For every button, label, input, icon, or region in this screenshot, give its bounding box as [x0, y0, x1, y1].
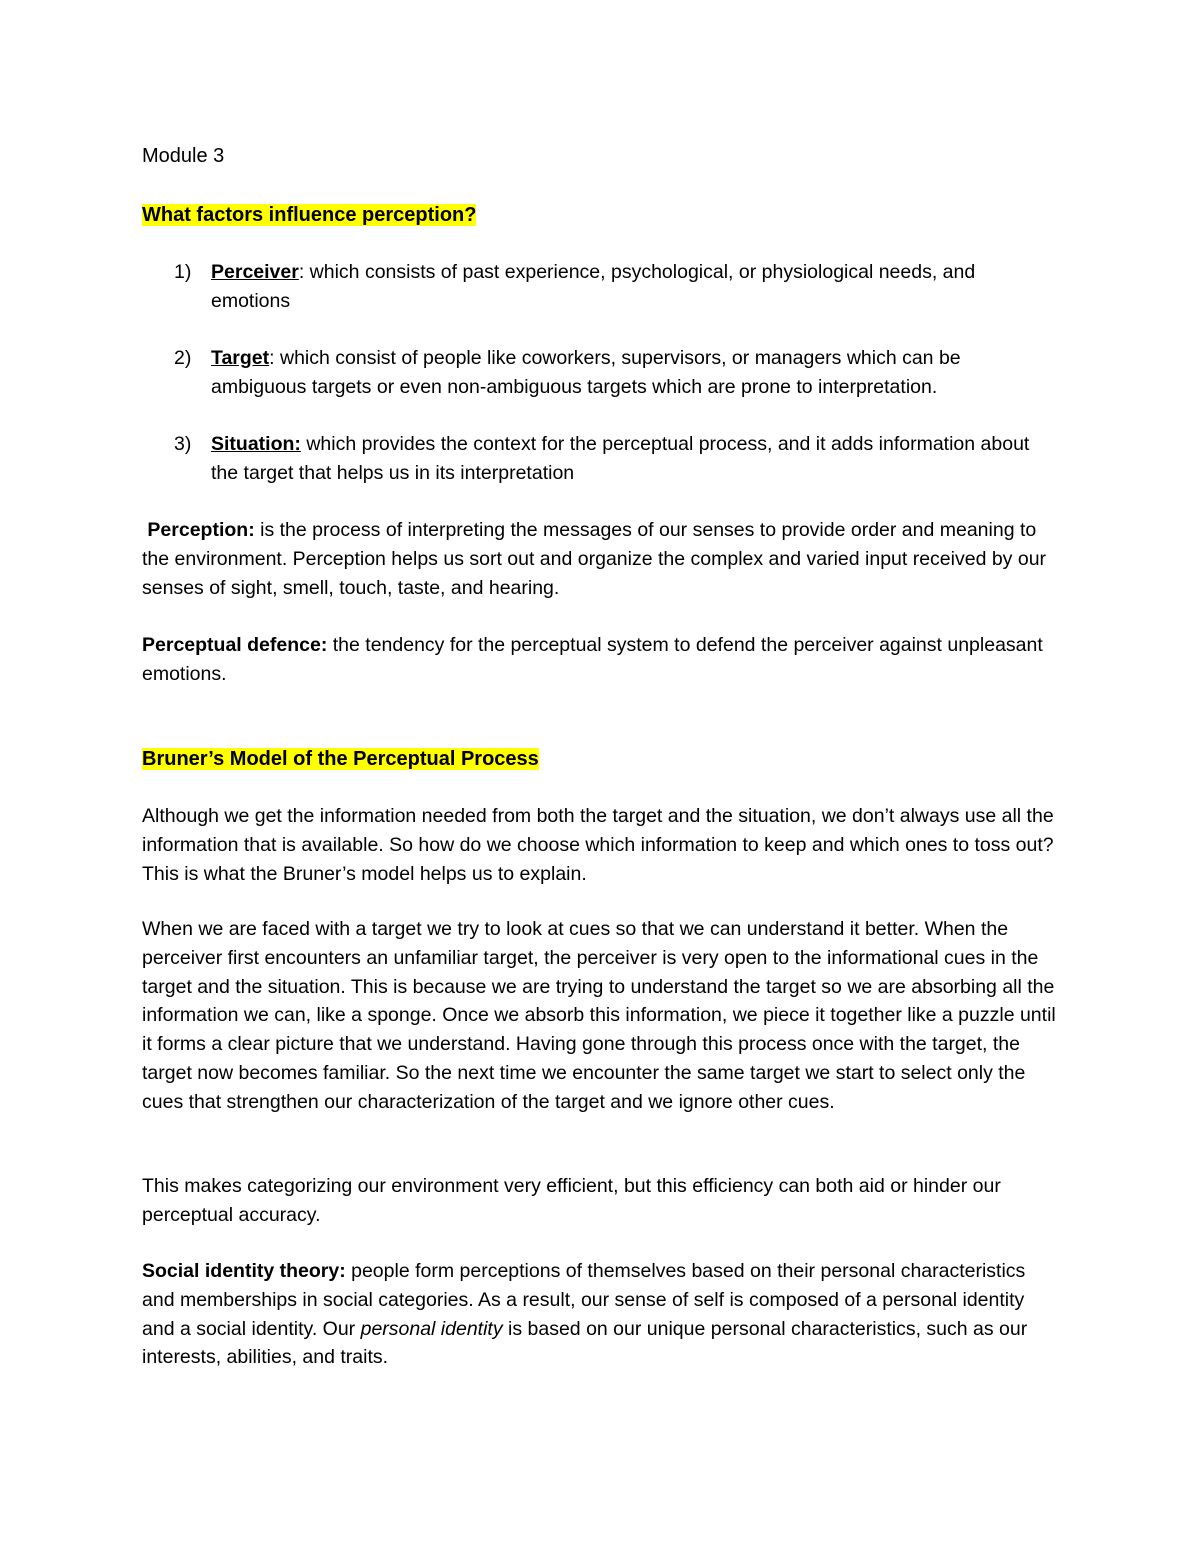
bruner-paragraph-1: Although we get the information needed from both the target and the situation, we don’t always use all the information that is available. So how do we choose which information to keep and which ones to toss out? This is what the Bruner’s model helps us to explain. [142, 805, 1054, 885]
perception-paragraph [142, 516, 1062, 602]
defence-paragraph [142, 631, 1062, 689]
heading-factors [142, 201, 476, 230]
social-identity-text-b: is based on our unique personal characteristics, such as our interests, abilities, and traits. [142, 1317, 1028, 1369]
factor-text: which provides the context for the perceptual process, and it adds information about the target that helps us in its interpretation [211, 433, 1030, 484]
factor-sep: : [298, 261, 305, 283]
heading-factors-text: What factors influence perception? [142, 204, 477, 226]
defence-text: the tendency for the perceptual system to defend the perceiver against unpleasant emotions. [142, 634, 1043, 685]
social-identity-term: Social identity theory: [142, 1260, 346, 1282]
factor-text: which consists of past experience, psychological, or physiological needs, and emotions [211, 261, 976, 312]
bruner-paragraph-2: When we are faced with a target we try to look at cues so that we can understand it better. When the perceiver first encounters an unfamiliar target, the perceiver is very open to the informational cues in the target and the situation. This is because we are trying to understand the target so we are absorbing all the information we can, like a sponge. Once we absorb this information, we piece it together like a puzzle until it forms a clear picture that we understand. Having gone through this process once with the target, the target now becomes familiar. So the next time we encounter the same target we start to select only the cues that strengthen our characterization of the target and we ignore other cues. [142, 918, 1056, 1113]
heading-bruner [142, 745, 539, 774]
social-identity-text-a: people form perceptions of themselves based on their personal characteristics and memberships in social categories. As a result, our sense of self is composed of a personal identity and a social identity. Our [142, 1260, 1026, 1340]
factor-number: 2) [174, 347, 192, 369]
defence-term: Perceptual defence: [142, 634, 328, 656]
factor-number: 3) [174, 433, 192, 455]
factor-item-2 [174, 344, 1054, 402]
bruner-paragraph-3: This makes categorizing our environment very efficient, but this efficiency can both aid or hinder our perceptual accuracy. [142, 1175, 1001, 1226]
perception-text: is the process of interpreting the messages of our senses to provide order and meaning to the environment. Perception helps us sort out and organize the complex and varied input received by our senses of sight, smell, touch, taste, and hearing. [142, 519, 1047, 599]
factor-term: Situation: [211, 433, 301, 455]
factor-text: which consist of people like coworkers, supervisors, or managers which can be ambiguous targets or even non-ambiguous targets which are prone to interpretation. [211, 347, 961, 398]
module-title: Module 3 [142, 145, 225, 167]
factor-term: Target [211, 347, 270, 369]
factor-item-3 [174, 430, 1054, 488]
factor-item-1 [174, 258, 1054, 316]
factor-sep: : [269, 347, 275, 369]
personal-identity-term: personal identity [360, 1317, 503, 1340]
factor-term: Perceiver [211, 261, 299, 283]
factor-number: 1) [174, 261, 192, 283]
social-identity-paragraph [142, 1257, 1062, 1372]
perception-term: Perception: [147, 519, 255, 541]
heading-bruner-text: Bruner’s Model of the Perceptual Process [142, 748, 539, 770]
